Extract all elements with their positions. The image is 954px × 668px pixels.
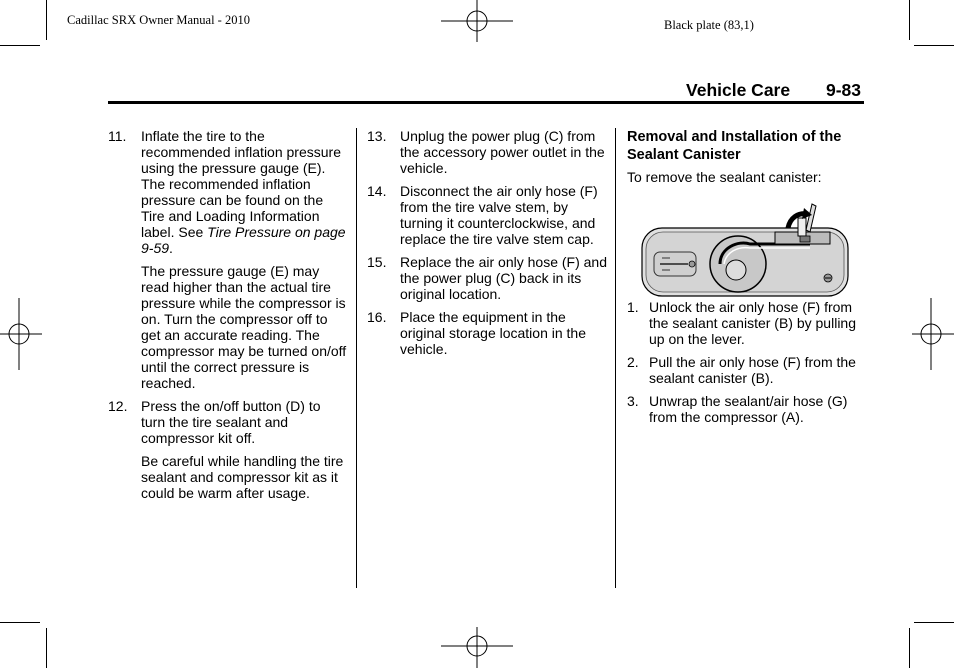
step-16 [367, 309, 607, 357]
step-number: 14. [367, 183, 387, 199]
step-13 [367, 128, 607, 176]
crop-mark [914, 45, 954, 46]
step-text: Press the on/off button (D) to turn the tire sealant and compressor kit off. [141, 398, 321, 446]
step-15 [367, 254, 607, 302]
column-divider [356, 128, 357, 588]
step-text: Disconnect the air only hose (F) from the tire valve stem, by turning it counterclockwise, and replace the tire valve stem cap. [400, 183, 598, 247]
step-text: Unplug the power plug (C) from the accessory power outlet in the vehicle. [400, 128, 605, 176]
crop-mark [0, 45, 40, 46]
removal-step-3 [627, 393, 867, 425]
sealant-canister-illustration [640, 200, 850, 298]
crop-mark [0, 622, 40, 623]
step-text: Inflate the tire to the recommended inflation pressure using the pressure gauge (E). The recommended inflation pressure can be found on the Tire and Loading Information label. See [141, 128, 341, 240]
step-number: 12. [108, 398, 128, 414]
step-text: Place the equipment in the original storage location in the vehicle. [400, 309, 587, 357]
registration-mark-right [912, 298, 954, 370]
step-number: 15. [367, 254, 387, 270]
step-text: Pull the air only hose (F) from the sealant canister (B). [649, 354, 856, 386]
intro-text: To remove the sealant canister: [627, 169, 822, 185]
step-12-note: Be careful while handling the tire sealant and compressor kit as it could be warm after usage. [141, 453, 344, 501]
cross-reference-link[interactable]: Tire Pressure on page 9-59 [141, 224, 346, 256]
column-2 [367, 128, 607, 364]
registration-mark-top [441, 0, 513, 42]
step-text-end: . [169, 240, 173, 256]
step-number: 16. [367, 309, 387, 325]
crop-mark [909, 0, 910, 40]
column-divider [615, 128, 616, 588]
crop-mark [46, 628, 47, 668]
step-12 [108, 398, 348, 446]
step-number: 13. [367, 128, 387, 144]
step-11 [108, 128, 348, 256]
step-number: 2. [627, 354, 639, 370]
step-number: 3. [627, 393, 639, 409]
step-text: Unwrap the sealant/air hose (G) from the compressor (A). [649, 393, 848, 425]
column-1 [108, 128, 348, 508]
registration-mark-left [0, 298, 42, 370]
section-title: Vehicle Care [686, 80, 791, 100]
registration-mark-bottom [441, 627, 513, 668]
manual-title: Cadillac SRX Owner Manual - 2010 [67, 13, 250, 27]
subsection-heading: Removal and Installation of the Sealant Canister [627, 129, 842, 163]
header-rule [108, 101, 864, 104]
crop-mark [909, 628, 910, 668]
page-number: 9-83 [826, 80, 862, 100]
removal-step-2 [627, 354, 867, 386]
column-3 [627, 128, 867, 185]
step-text: Replace the air only hose (F) and the power plug (C) back in its original location. [400, 254, 607, 302]
step-number: 1. [627, 299, 639, 315]
step-number: 11. [108, 128, 127, 144]
column-3-steps [627, 299, 867, 432]
step-text: Unlock the air only hose (F) from the sealant canister (B) by pulling up on the lever. [649, 299, 856, 347]
step-14 [367, 183, 607, 247]
removal-step-1 [627, 299, 867, 347]
crop-mark [46, 0, 47, 40]
crop-mark [914, 622, 954, 623]
plate-label: Black plate (83,1) [664, 18, 754, 32]
step-11-note: The pressure gauge (E) may read higher than the actual tire pressure while the compressor is on. Turn the compressor off to get an accurate reading. The compressor may be turned on/off until the correct pressure is reached. [141, 263, 347, 391]
